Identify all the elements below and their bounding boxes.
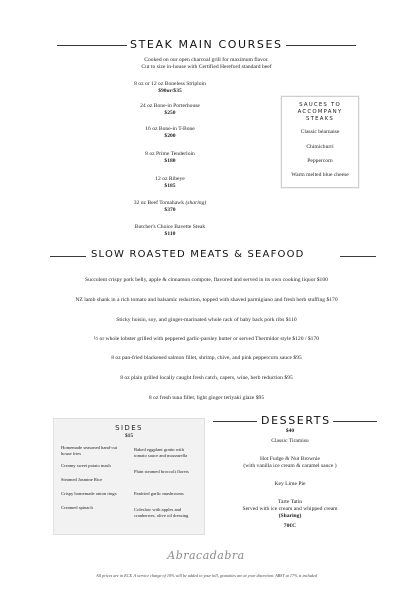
dessert-item-note: Served with ice cream and whipped cream	[242, 506, 338, 512]
dessert-item: Tarte Tatin	[277, 499, 303, 505]
steak-item-name: 16 oz Bone-in T-Bone	[145, 126, 195, 132]
side-item: Creamed spinach	[61, 505, 93, 510]
seafood-item: NZ lamb shank in a rich tomato and balsamic reduction, topped with shaved parmigiano and fresh herb stuffing $170	[75, 297, 338, 303]
steak-item-price: $180	[164, 158, 176, 164]
steak-item-name: 32 oz Beef Tomahawk	[133, 200, 185, 206]
steak-item	[60, 81, 280, 95]
sauce-item: Classic béarnaise	[300, 129, 340, 135]
side-item: Baked eggplant gratin with tomato sauce and mozzarella	[134, 447, 188, 458]
steak-rule-right	[286, 45, 356, 46]
steak-item-price: $200	[164, 133, 176, 139]
steak-item	[60, 126, 280, 140]
steak-item	[60, 103, 280, 117]
steak-item	[60, 176, 280, 190]
side-item: Plain steamed broccoli florets	[134, 469, 189, 474]
steak-intro-2: Cut to size in-house with Certified Hereford standard beef	[141, 64, 272, 70]
steak-item-price: $110	[164, 231, 176, 237]
seafood-item: 8 oz plain grilled locally caught fresh catch, capers, wine, herb reduction $95	[120, 375, 293, 381]
desserts-rule-right	[333, 421, 377, 422]
steak-item-price: $185	[164, 183, 176, 189]
sauces-title-2: ACCOMPANY	[297, 109, 343, 115]
dessert-price: $40	[285, 428, 295, 434]
seafood-rule-left	[50, 256, 86, 257]
seafood-item: Succulent crispy pork belly, apple & cinnamon compote, flavored and served in its own cooking liquor $100	[85, 277, 328, 283]
side-item: Steamed Jasmine Rice	[61, 477, 103, 482]
steak-item	[60, 200, 280, 214]
dessert-item: Hot Fudge & Nut Brownie	[260, 456, 320, 462]
steak-item-price: $90or/$35	[158, 88, 182, 94]
seafood-item: 8 oz fresh tuna fillet, light ginger teriyaki glaze $95	[148, 395, 265, 401]
steak-item-price: $370	[164, 207, 176, 213]
price-footnote: All prices are in EC$. A service charge of 10% will be added to your bill, gratuities are at your discretion. ABST at 17% is included	[96, 573, 317, 578]
side-item: Homemade seasoned hand-cut house fries	[61, 445, 118, 456]
steak-item-name: 24 oz Bone-in Porterhouse	[140, 103, 200, 109]
steak-item	[60, 224, 280, 238]
seafood-title: SLOW ROASTED MEATS & SEAFOOD	[91, 249, 305, 260]
steak-title: STEAK MAIN COURSES	[130, 38, 283, 51]
sauce-item: Chimichurri	[306, 144, 334, 150]
side-item: Coleslaw with apples and cranberries, olive oil dressing	[134, 507, 189, 518]
sauces-title-1: SAUCES TO	[299, 102, 341, 108]
steak-item-name: 12 oz Ribeye	[155, 176, 185, 182]
sides-title: SIDES	[115, 424, 143, 432]
sauce-item: Warm melted blue cheese	[291, 172, 349, 178]
sauces-title-3: STEAKS	[306, 116, 334, 122]
sauce-item: Peppercorn	[307, 158, 333, 164]
dessert-item: Key Lime Pie	[274, 481, 306, 487]
steak-item	[60, 151, 280, 165]
dessert-item-note: (Sharing)	[278, 513, 302, 519]
seafood-item: ½ or whole lobster grilled with peppered garlic-parsley butter or served Thermidor style $120 / $170	[93, 336, 320, 342]
steak-rule-left	[57, 45, 127, 46]
seafood-item: 8 oz pan-fried blackened salmon fillet, shrimp, chive, and pink peppercorn sauce $95	[111, 355, 302, 361]
steak-intro-1: Cooked on our open charcoal grill for maximum flavor.	[144, 57, 269, 63]
steak-item-name: 8 oz or 12 oz Boneless Striploin	[134, 81, 206, 87]
seafood-item: Sticky hoisin, soy, and ginger-marinated whole rack of baby back pork ribs $110	[116, 317, 297, 323]
steak-item-name: Butcher's Choice Bavette Steak	[134, 224, 206, 230]
desserts-title: DESSERTS	[261, 414, 331, 427]
steak-item-note: (sharing)	[185, 200, 207, 206]
seafood-rule-right	[340, 256, 376, 257]
sauces-box	[281, 96, 359, 188]
side-item: Panfried garlic mushrooms	[134, 491, 184, 496]
sides-price: $15	[124, 433, 134, 439]
restaurant-logo: Abracadabra	[167, 549, 245, 562]
side-item: Crispy homemade onion rings	[61, 491, 117, 496]
steak-item-price: $250	[164, 110, 176, 116]
dessert-item-note: (with vanilla ice cream & caramel sauce )	[243, 463, 337, 469]
dessert-item: Classic Tiramisu	[271, 438, 309, 444]
steak-item-name: 8 oz Prime Tenderloin	[145, 151, 195, 157]
sides-box	[53, 418, 205, 535]
dessert-price: 70€C	[283, 523, 297, 529]
side-item: Creamy sweet potato mash	[61, 463, 111, 468]
desserts-rule-left	[213, 421, 257, 422]
